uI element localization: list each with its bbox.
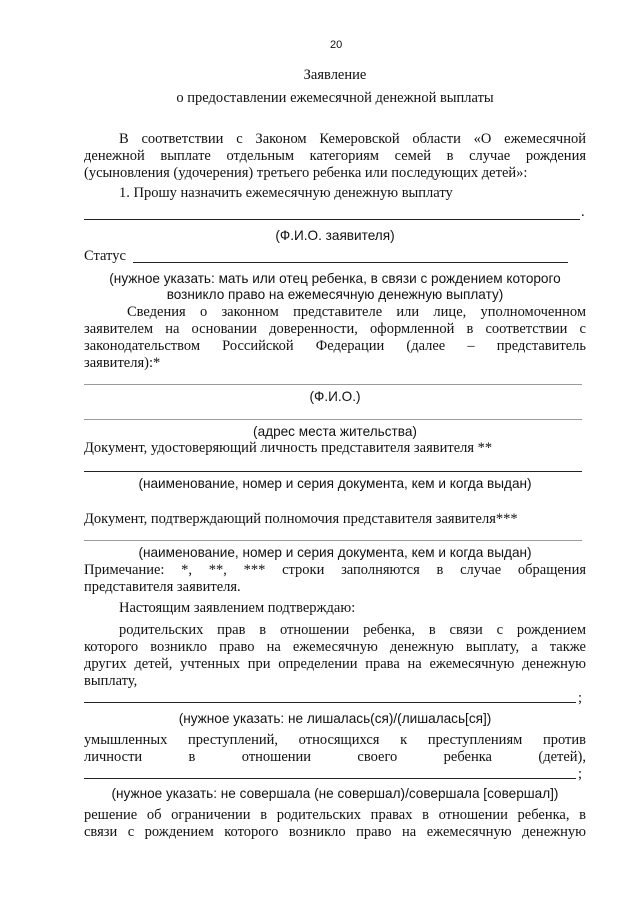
committed-line[interactable]: [84, 778, 576, 779]
item-1: 1. Прошу назначить ежемесячную денежную выплату: [119, 185, 453, 201]
intro-line-1: В соответствии с Законом Кемеровской области «О ежемесячной: [119, 131, 586, 147]
committed-semicolon: ;: [578, 766, 583, 782]
representative-info-1: Сведения о законном представителе или лице, уполномоченном: [127, 304, 586, 320]
doc-caption-1: (наименование, номер и серия документа, кем и когда выдан): [138, 476, 532, 491]
note-line-1: Примечание: *, **, *** строки заполняются в случае обращения: [84, 562, 586, 578]
intro-line-3: (усыновления (удочерения) третьего ребенка или последующих детей»:: [84, 165, 528, 181]
representative-info-2: заявителем на основании доверенности, оформленной в соответствии с: [84, 321, 586, 337]
address-line[interactable]: [84, 419, 582, 420]
status-note-1: (нужное указать: мать или отец ребенка, в связи с рождением которого: [109, 271, 561, 286]
confirm-heading: Настоящим заявлением подтверждаю:: [119, 600, 356, 616]
status-label: Статус: [84, 248, 126, 264]
status-line[interactable]: [133, 262, 568, 263]
fio-caption: (Ф.И.О.): [309, 389, 361, 404]
document-title: Заявление: [303, 67, 367, 83]
status-note-2: возникло право на ежемесячную денежную выплату): [166, 287, 504, 302]
intro-line-2: денежной выплате отдельным категориям семей в случае рождения: [84, 148, 586, 164]
document-subtitle: о предоставлении ежемесячной денежной выплаты: [176, 90, 494, 106]
representative-info-4: заявителя):*: [84, 355, 161, 371]
doc-authority-line[interactable]: [84, 540, 582, 541]
doc-identity-line[interactable]: [84, 471, 582, 472]
representative-name-line[interactable]: [84, 384, 582, 385]
parental-rights-1: родительских прав в отношении ребенка, в связи с рождением: [119, 622, 586, 638]
doc-authority-label: Документ, подтверждающий полномочия представителя заявителя***: [84, 511, 518, 527]
restriction-line-1: решение об ограничении в родительских правах в отношении ребенка, в: [84, 807, 586, 823]
representative-info-3: законодательством Российской Федерации (далее – представитель: [84, 338, 586, 354]
crimes-line-2: личности в отношении своего ребенка (детей),: [84, 749, 586, 765]
address-caption: (адрес места жительства): [253, 424, 417, 439]
parental-rights-3: других детей, учтенных при определении права на ежемесячную денежную: [84, 656, 586, 672]
deprived-note: (нужное указать: не лишалась(ся)/(лишалась[ся]): [178, 711, 492, 726]
parental-rights-2: которого возникло право на ежемесячную денежную выплату, а также: [84, 639, 586, 655]
crimes-line-1: умышленных преступлений, относящихся к преступлениям против: [84, 732, 586, 748]
deprived-semicolon: ;: [578, 690, 583, 706]
doc-caption-2: (наименование, номер и серия документа, кем и когда выдан): [138, 545, 532, 560]
restriction-line-2: связи с рождением которого возникло право на ежемесячную денежную: [84, 824, 586, 840]
fio-applicant-caption: (Ф.И.О. заявителя): [275, 228, 395, 243]
doc-identity-label: Документ, удостоверяющий личность представителя заявителя **: [84, 440, 493, 456]
applicant-name-line[interactable]: [84, 219, 580, 220]
parental-rights-4: выплату,: [84, 673, 138, 689]
deprived-line[interactable]: [84, 702, 576, 703]
note-line-2: представителя заявителя.: [84, 579, 241, 595]
page-number: 20: [330, 39, 343, 51]
committed-note: (нужное указать: не совершала (не совершал)/совершала [совершал]): [111, 786, 559, 801]
applicant-line-period: .: [581, 204, 585, 220]
